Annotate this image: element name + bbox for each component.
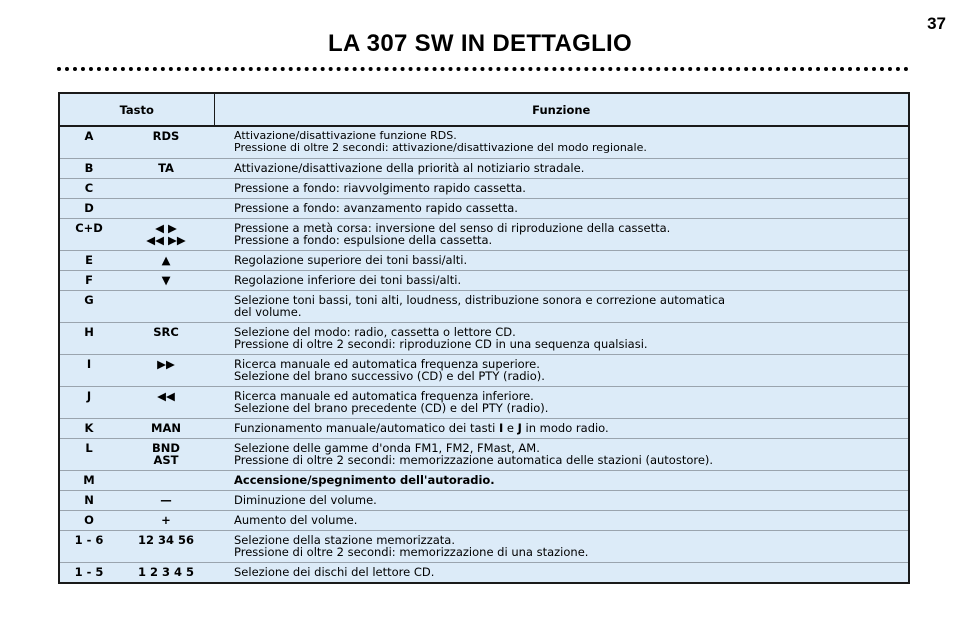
row-symbol: 1 2 3 4 5	[118, 563, 214, 583]
table-row	[60, 271, 908, 291]
row-function: Diminuzione del volume.	[214, 491, 908, 511]
rewind-icon: ◀◀	[118, 387, 214, 419]
table-row	[60, 219, 908, 251]
function-key-j: J	[517, 421, 522, 435]
function-text: Funzionamento manuale/automatico dei tasti	[234, 421, 499, 435]
row-function: Selezione della stazione memorizzata. Pressione di oltre 2 secondi: memorizzazione di una stazione.	[214, 531, 908, 563]
table-header-row	[60, 94, 908, 126]
row-function: Selezione dei dischi del lettore CD.	[214, 563, 908, 583]
row-key: G	[60, 291, 118, 323]
row-function: Regolazione superiore dei toni bassi/alti.	[214, 251, 908, 271]
row-function: Selezione toni bassi, toni alti, loudness, distribuzione sonora e correzione automatica del volume.	[214, 291, 908, 323]
row-symbol: 12 34 56	[118, 531, 214, 563]
row-function	[214, 419, 908, 439]
row-symbol	[118, 291, 214, 323]
row-symbol: TA	[118, 159, 214, 179]
table-row	[60, 387, 908, 419]
table-row	[60, 323, 908, 355]
triangle-down-icon: ▼	[118, 271, 214, 291]
controls-table	[58, 92, 910, 584]
row-symbol	[118, 471, 214, 491]
table-row	[60, 563, 908, 583]
row-function: Selezione del modo: radio, cassetta o lettore CD. Pressione di oltre 2 secondi: riproduzione CD in una sequenza qualsiasi.	[214, 323, 908, 355]
table-row	[60, 511, 908, 531]
row-function: Pressione a metà corsa: inversione del senso di riproduzione della cassetta. Pressione a fondo: espulsione della cassetta.	[214, 219, 908, 251]
row-key: H	[60, 323, 118, 355]
row-function: Aumento del volume.	[214, 511, 908, 531]
plus-icon: +	[118, 511, 214, 531]
row-symbol-arrows: ◀ ▶ ◀◀ ▶▶	[118, 219, 214, 251]
table-row	[60, 491, 908, 511]
row-key: M	[60, 471, 118, 491]
header-funzione: Funzione	[214, 94, 908, 126]
table-row	[60, 179, 908, 199]
page-title: LA 307 SW IN DETTAGLIO	[328, 30, 632, 57]
row-key: C	[60, 179, 118, 199]
row-symbol: BND AST	[118, 439, 214, 471]
row-function: Selezione delle gamme d'onda FM1, FM2, FMast, AM. Pressione di oltre 2 secondi: memorizzazione automatica delle stazioni (autostore).	[214, 439, 908, 471]
triangle-up-icon: ▲	[118, 251, 214, 271]
minus-icon: —	[118, 491, 214, 511]
table-row	[60, 159, 908, 179]
table-row	[60, 531, 908, 563]
row-key: 1 - 6	[60, 531, 118, 563]
row-key: L	[60, 439, 118, 471]
function-text: in modo radio.	[521, 421, 609, 435]
row-function: Regolazione inferiore dei toni bassi/alti.	[214, 271, 908, 291]
row-key: B	[60, 159, 118, 179]
row-symbol	[118, 179, 214, 199]
dotted-divider	[57, 67, 909, 71]
function-text: e	[503, 421, 518, 435]
row-symbol: MAN	[118, 419, 214, 439]
table-row	[60, 419, 908, 439]
row-function: Ricerca manuale ed automatica frequenza inferiore. Selezione del brano precedente (CD) e del PTY (radio).	[214, 387, 908, 419]
table-row	[60, 251, 908, 271]
row-key: E	[60, 251, 118, 271]
row-function: Ricerca manuale ed automatica frequenza superiore. Selezione del brano successivo (CD) e del PTY (radio).	[214, 355, 908, 387]
table-row	[60, 199, 908, 219]
row-key: O	[60, 511, 118, 531]
table-row	[60, 355, 908, 387]
header-tasto: Tasto	[60, 94, 214, 126]
function-key-i: I	[498, 421, 504, 435]
row-key: D	[60, 199, 118, 219]
row-key: J	[60, 387, 118, 419]
row-key: N	[60, 491, 118, 511]
row-symbol: SRC	[118, 323, 214, 355]
row-key: A	[84, 129, 94, 143]
row-function: Accensione/spegnimento dell'autoradio.	[214, 471, 908, 491]
row-key: 1 - 5	[60, 563, 118, 583]
table-row	[60, 291, 908, 323]
row-key: K	[60, 419, 118, 439]
page-number: 37	[927, 14, 946, 33]
row-key: C+D	[60, 219, 118, 251]
row-symbol	[118, 199, 214, 219]
table-row	[60, 471, 908, 491]
row-function: Pressione a fondo: avanzamento rapido cassetta.	[214, 199, 908, 219]
row-key: F	[60, 271, 118, 291]
row-function: Attivazione/disattivazione della priorità al notiziario stradale.	[214, 159, 908, 179]
row-symbol: RDS	[152, 129, 180, 143]
row-function: Pressione a fondo: riavvolgimento rapido cassetta.	[214, 179, 908, 199]
row-function: Attivazione/disattivazione funzione RDS. Pressione di oltre 2 secondi: attivazione/disattivazione del modo regionale.	[234, 129, 647, 154]
table-row	[60, 439, 908, 471]
fast-forward-icon: ▶▶	[118, 355, 214, 387]
table-row	[60, 126, 908, 159]
row-key: I	[60, 355, 118, 387]
